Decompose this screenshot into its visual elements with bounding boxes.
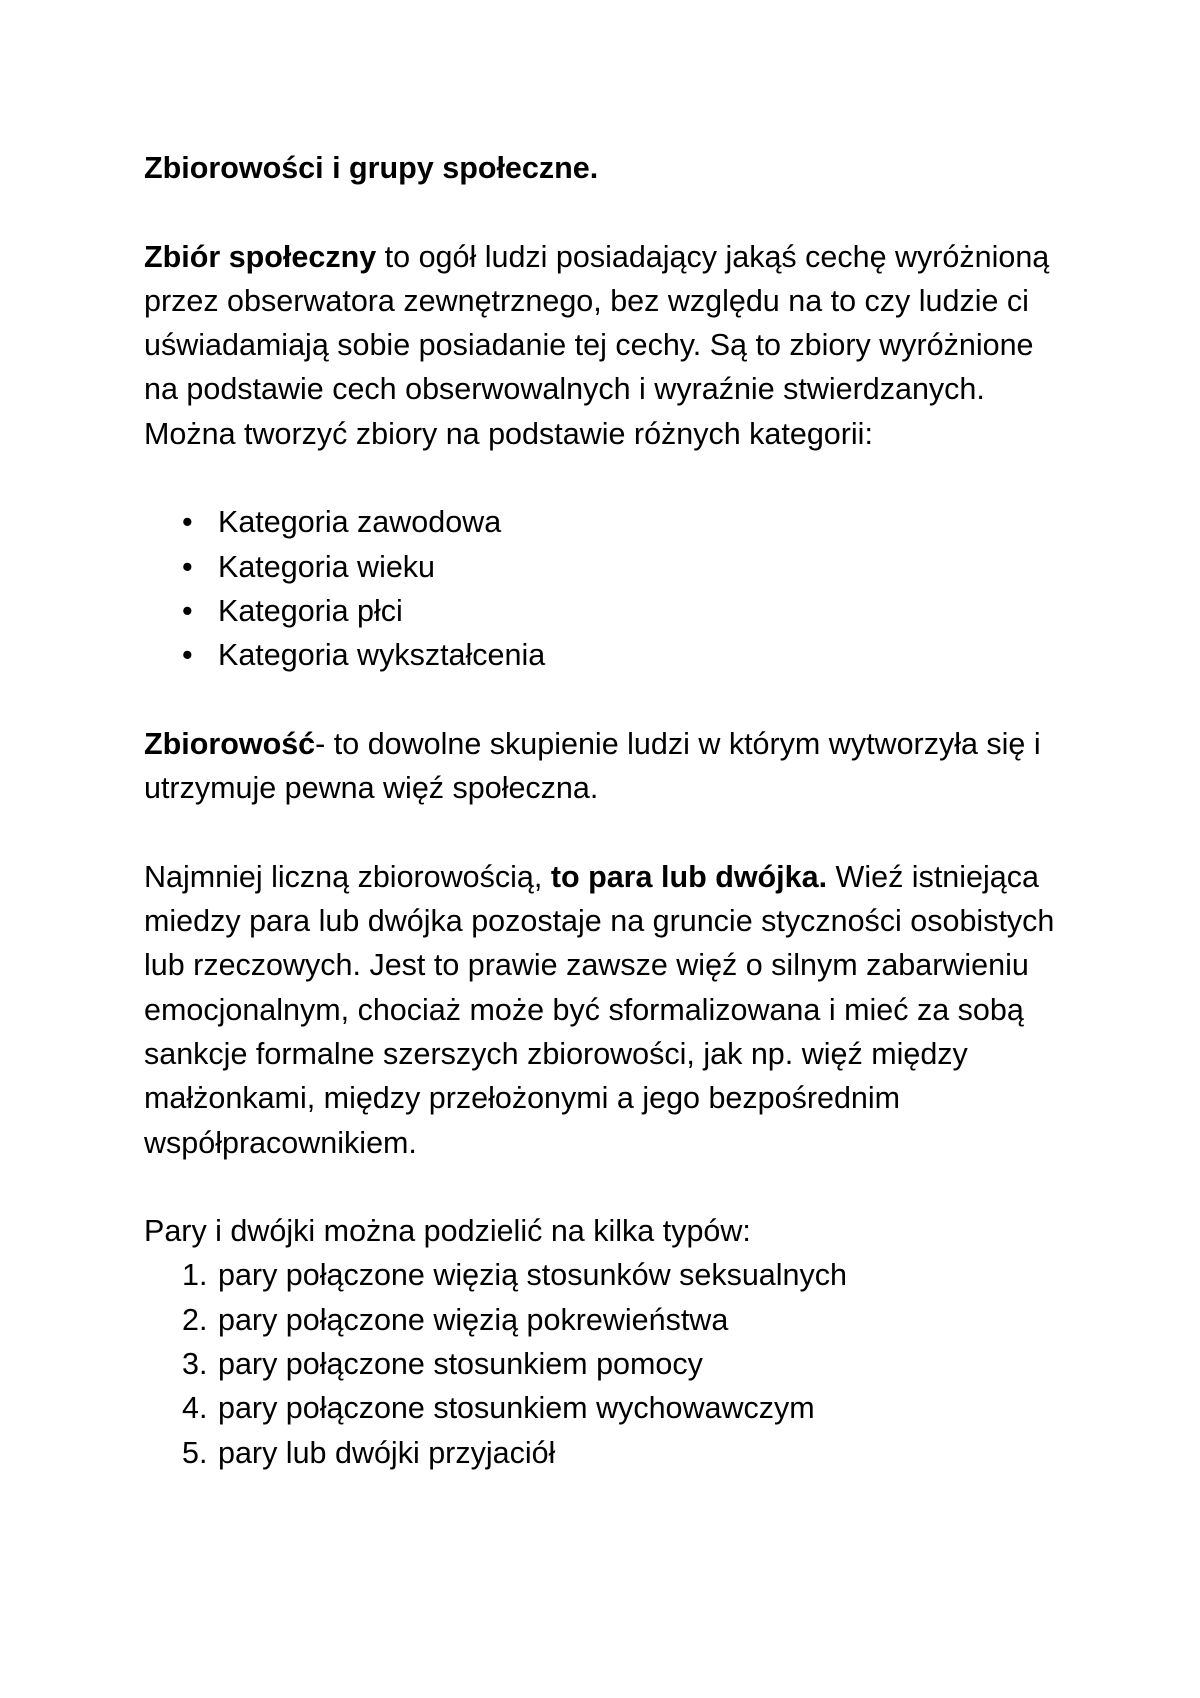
types-intro: Pary i dwójki można podzielić na kilka typów: <box>144 1214 751 1249</box>
list-item: • Kategoria wykształcenia <box>144 633 1074 677</box>
list-item: • Kategoria wieku <box>144 545 1074 589</box>
zbior-paragraph <box>144 235 1074 456</box>
para-bold: to para lub dwójka. <box>550 859 828 894</box>
list-item: 5. pary lub dwójki przyjaciół <box>144 1431 1074 1475</box>
list-number: 1. <box>182 1258 208 1293</box>
list-item: 2. pary połączone więzią pokrewieństwa <box>144 1298 1074 1342</box>
spacer <box>144 810 1074 854</box>
list-number: 5. <box>182 1435 208 1470</box>
types-list <box>144 1253 1074 1474</box>
category-list <box>144 500 1074 677</box>
zbiorowosc-text: - to dowolne skupienie ludzi w którym wytworzyła się i utrzymuje pewna więź społeczna. <box>144 726 1041 806</box>
list-item: 3. pary połączone stosunkiem pomocy <box>144 1342 1074 1386</box>
list-item: • Kategoria zawodowa <box>144 500 1074 544</box>
spacer <box>144 456 1074 500</box>
page-title: Zbiorowości i grupy społeczne. <box>144 151 599 185</box>
list-item: • Kategoria płci <box>144 589 1074 633</box>
bullet-icon: • <box>182 593 193 628</box>
zbior-text: to ogół ludzi posiadający jakąś cechę wyróżnioną przez obserwatora zewnętrznego, bez względu na to czy ludzie ci uświadamiają sobie posiadanie tej cechy. Są to zbiory wyróżnione na podstawie cech obserwowalnych i wyraźnie stwierdzanych. Można tworzyć zbiory na podstawie różnych kategorii: <box>144 239 1050 451</box>
bullet-icon: • <box>182 549 193 584</box>
zbior-term: Zbiór społeczny <box>144 239 377 274</box>
spacer <box>144 190 1074 234</box>
bullet-icon: • <box>182 505 193 540</box>
list-number: 4. <box>182 1391 208 1426</box>
list-item: 1. pary połączone więzią stosunków seksualnych <box>144 1253 1074 1297</box>
list-item: 4. pary połączone stosunkiem wychowawczym <box>144 1386 1074 1430</box>
spacer <box>144 1165 1074 1209</box>
spacer <box>144 678 1074 722</box>
zbiorowosc-term: Zbiorowość <box>144 726 316 761</box>
list-number: 2. <box>182 1302 208 1337</box>
bullet-icon: • <box>182 638 193 673</box>
list-number: 3. <box>182 1347 208 1382</box>
para-paragraph: Najmniej liczną zbiorowością, to para lub dwójka. Wieź istniejąca miedzy para lub dwójka pozostaje na gruncie styczności osobistych lub rzeczowych. Jest to prawie zawsze więź o silnym zabarwieniu emocjonalnym, chociaż może być sformalizowana i mieć za sobą sankcje formalne szerszych zbiorowości, jak np. więź między małżonkami, między przełożonymi a jego bezpośrednim współpracownikiem. <box>144 859 1055 1160</box>
zbiorowosc-paragraph <box>144 722 1074 811</box>
document-body <box>144 146 1074 1475</box>
